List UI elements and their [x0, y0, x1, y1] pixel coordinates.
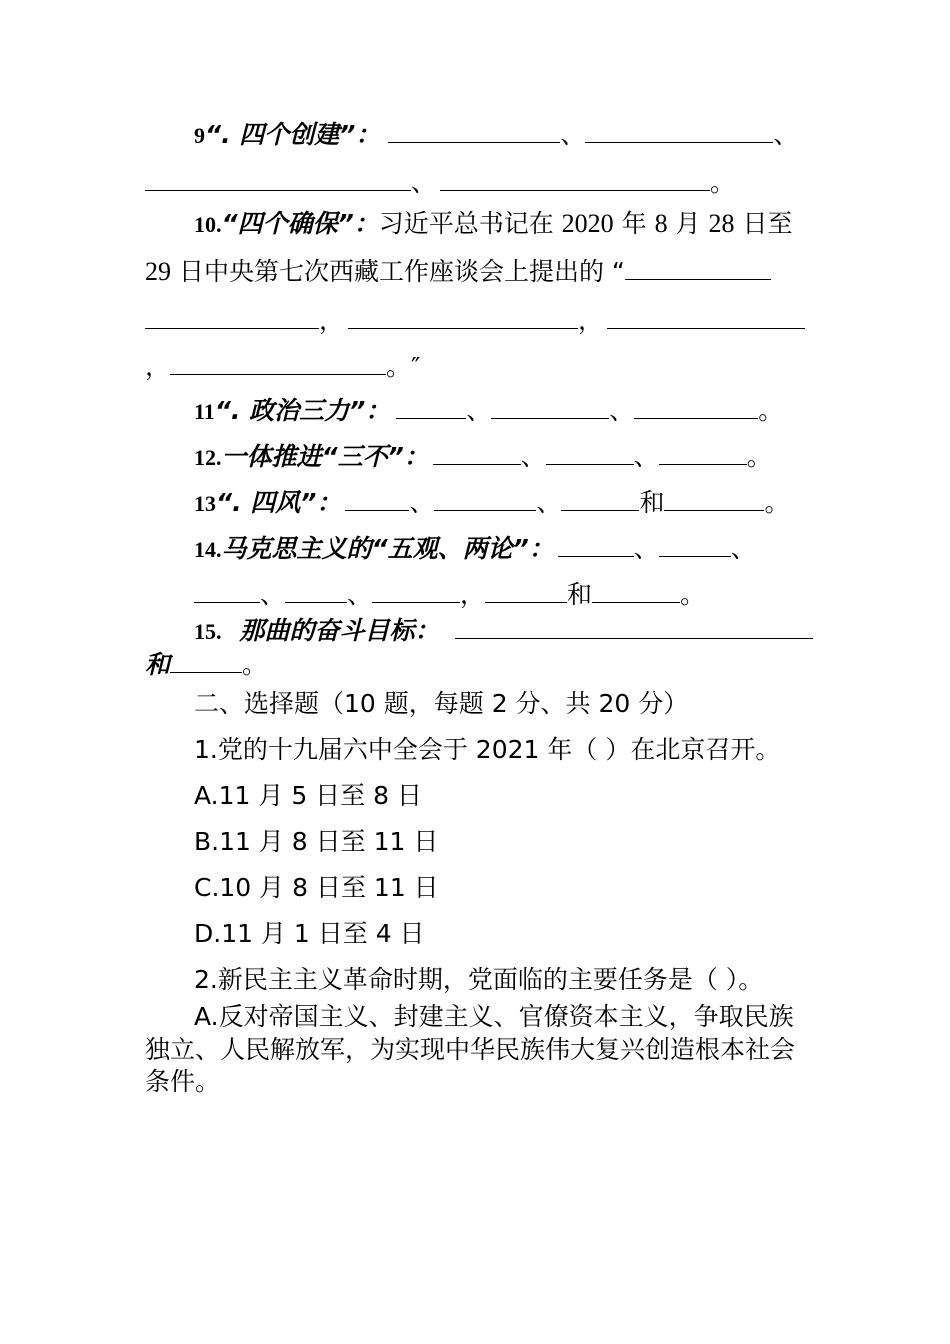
mc1-stem: 1.党的十九届六中全会于 2021 年（ ）在北京召开。 — [194, 735, 781, 764]
q9-blank-4[interactable] — [440, 166, 710, 191]
q13-line — [194, 486, 789, 520]
mc1-option-a[interactable]: A.11 月 5 日至 8 日 — [194, 781, 422, 810]
q14-end: 。 — [680, 580, 706, 609]
q9-blank-2[interactable] — [585, 118, 773, 143]
q14-and: 和 — [567, 580, 593, 609]
mc2-option-a-line3[interactable]: 条件。 — [145, 1067, 221, 1096]
q12-blank-1[interactable] — [433, 440, 521, 465]
q14-blank-6[interactable] — [485, 578, 567, 603]
q9-sep1: 、 — [560, 120, 586, 149]
q14-blank-7[interactable] — [592, 578, 680, 603]
q10-text-5: 日中央第七次西藏工作座谈会上提出的 “ — [178, 257, 625, 286]
q12-sep1: 、 — [520, 442, 546, 471]
q9-number: 9 — [194, 123, 205, 148]
q10-comma-1: ， — [319, 306, 345, 335]
q11-end: 。 — [758, 396, 784, 425]
mc2-stem: 2.新民主主义革命时期，党面临的主要任务是（ ）。 — [194, 965, 764, 994]
mc2-option-a-line2[interactable]: 独立、人民解放军，为实现中华民族伟大复兴创造根本社会 — [145, 1035, 796, 1064]
q14-sep2: 、 — [730, 534, 756, 563]
q10-blank-1[interactable] — [625, 255, 771, 280]
q10-blank-2[interactable] — [145, 304, 319, 329]
q14-label: 马克思主义的“五观、两论”： — [221, 534, 554, 563]
q12-end: 。 — [746, 442, 772, 471]
q10-line2 — [145, 255, 771, 288]
q11-blank-1[interactable] — [396, 394, 466, 419]
q13-number: 13 — [194, 491, 216, 516]
q10-day-1: 28 — [708, 209, 735, 238]
q10-end: 。″ — [386, 352, 421, 381]
mc1-option-d[interactable]: D.11 月 1 日至 4 日 — [194, 919, 425, 948]
q13-blank-3[interactable] — [561, 486, 639, 511]
q14-line1 — [194, 532, 756, 566]
q9-end: 。 — [710, 168, 736, 197]
q10-text-4: 日至 — [742, 209, 793, 238]
q11-sep2: 、 — [609, 396, 635, 425]
q13-blank-2[interactable] — [434, 486, 536, 511]
q11-blank-2[interactable] — [491, 394, 609, 419]
q15-line2 — [145, 648, 267, 681]
q13-sep1: 、 — [409, 488, 435, 517]
q15-blank-1[interactable] — [455, 614, 813, 639]
q14-line2 — [194, 578, 705, 611]
q13-and: 和 — [639, 488, 665, 517]
q13-blank-4[interactable] — [664, 486, 764, 511]
section-heading: 二、选择题（10 题，每题 2 分、共 20 分） — [194, 689, 689, 718]
q10-day-2: 29 — [145, 257, 171, 286]
q15-number: 15. — [194, 619, 222, 644]
q14-blank-3[interactable] — [194, 578, 260, 603]
q14-sep1: 、 — [633, 534, 659, 563]
q13-blank-1[interactable] — [345, 486, 409, 511]
q10-text-2: 年 — [621, 209, 647, 238]
q12-number: 12. — [194, 445, 222, 470]
q15-blank-2[interactable] — [170, 648, 242, 673]
q12-blank-3[interactable] — [659, 440, 747, 465]
q10-year: 2020 — [561, 209, 614, 238]
q10-text-3: 月 — [675, 209, 701, 238]
q14-comma: ， — [460, 580, 486, 609]
q10-comma-3: ， — [145, 352, 171, 381]
q10-line4 — [145, 350, 420, 383]
q10-number: 10. — [194, 212, 222, 237]
q12-sep2: 、 — [633, 442, 659, 471]
q14-sep3: 、 — [260, 580, 286, 609]
q13-end: 。 — [764, 488, 790, 517]
q10-blank-5[interactable] — [170, 350, 386, 375]
q12-blank-2[interactable] — [546, 440, 634, 465]
q9-sep2: 、 — [773, 120, 799, 149]
q9-label: “. 四个创建”： — [205, 120, 381, 149]
q10-line1 — [194, 208, 792, 241]
q12-line — [194, 440, 772, 474]
q10-text-1: 习近平总书记在 — [378, 209, 554, 238]
q10-blank-4[interactable] — [607, 304, 805, 329]
q12-label: 一体推进“三不”： — [221, 442, 429, 471]
q14-blank-5[interactable] — [372, 578, 460, 603]
mc1-option-c[interactable]: C.10 月 8 日至 11 日 — [194, 873, 439, 902]
q10-line3 — [145, 304, 805, 337]
q10-comma-2: ， — [578, 306, 604, 335]
q14-blank-2[interactable] — [659, 532, 731, 557]
q11-sep1: 、 — [466, 396, 492, 425]
mc1-option-b[interactable]: B.11 月 8 日至 11 日 — [194, 827, 439, 856]
q10-blank-3[interactable] — [348, 304, 578, 329]
q14-number: 14. — [194, 537, 222, 562]
q11-line — [194, 394, 783, 428]
mc2-option-a-line1[interactable]: A.反对帝国主义、封建主义、官僚资本主义，争取民族 — [194, 1002, 794, 1031]
q9-line1 — [194, 118, 798, 152]
q15-end: 。 — [242, 650, 268, 679]
q14-sep4: 、 — [347, 580, 373, 609]
q15-and: 和 — [145, 650, 171, 679]
q13-sep2: 、 — [536, 488, 562, 517]
q9-blank-3[interactable] — [145, 166, 411, 191]
q13-label: “. 四风”： — [216, 488, 342, 517]
q11-number: 11 — [194, 399, 215, 424]
q10-month: 8 — [654, 209, 668, 238]
q10-label: “四个确保”： — [221, 209, 379, 238]
q9-sep3: 、 — [411, 168, 437, 197]
q14-blank-4[interactable] — [285, 578, 347, 603]
q14-blank-1[interactable] — [558, 532, 634, 557]
q15-label: 那曲的奋斗目标： — [239, 616, 440, 645]
q11-blank-3[interactable] — [634, 394, 758, 419]
q9-blank-1[interactable] — [388, 118, 560, 143]
q9-line2 — [145, 166, 735, 199]
q15-line1 — [194, 614, 813, 648]
q11-label: “. 政治三力”： — [214, 396, 391, 425]
